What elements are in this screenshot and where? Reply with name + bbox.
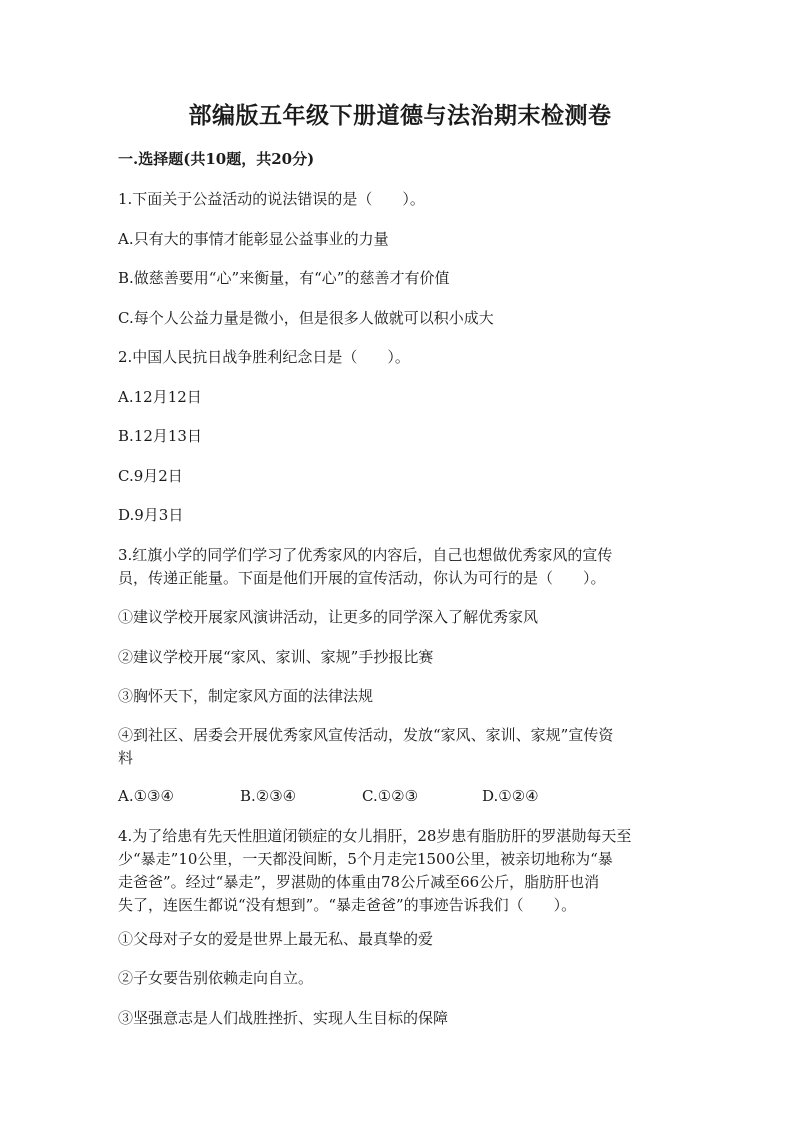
question-3-option-a: A.①③④: [118, 787, 174, 805]
question-2-option-a: A.12月12日: [118, 388, 202, 406]
question-3-option-c: C.①②③: [362, 787, 419, 805]
question-3-option-b: B.②③④: [240, 787, 297, 805]
page-title: 部编版五年级下册道德与法治期末检测卷: [188, 102, 612, 129]
question-3-item-3: ③胸怀天下，制定家风方面的法律法规: [118, 687, 374, 705]
question-4-item-2: ②子女要告别依赖走向自立。: [118, 969, 314, 987]
question-4-stem-line-1: 4.为了给患有先天性胆道闭锁症的女儿捐肝，28岁患有脂肪肝的罗湛勋每天至: [118, 827, 632, 845]
question-4-stem-line-2: 少“暴走”10公里，一天都没间断，5个月走完1500公里，被亲切地称为“暴: [118, 850, 613, 868]
question-2-option-b: B.12月13日: [118, 427, 202, 445]
section-heading: 一.选择题(共10题，共20分): [118, 150, 315, 168]
question-4-item-1: ①父母对子女的爱是世界上最无私、最真挚的爱: [118, 930, 434, 948]
question-3-stem-line-2: 员，传递正能量。下面是他们开展的宣传活动，你认为可行的是（ ）。: [118, 569, 606, 587]
question-1-option-b: B.做慈善要用“心”来衡量，有“心”的慈善才有价值: [118, 269, 450, 287]
question-4-stem-line-3: 走爸爸”。经过“暴走”，罗湛勋的体重由78公斤减至66公斤，脂肪肝也消: [118, 873, 600, 891]
question-3-item-4-line-2: 料: [118, 749, 134, 767]
question-2-option-c: C.9月2日: [118, 467, 183, 485]
question-1-stem: 1.下面关于公益活动的说法错误的是（ ）。: [118, 190, 425, 208]
question-3-stem-line-1: 3.红旗小学的同学们学习了优秀家风的内容后，自己也想做优秀家风的宣传: [118, 546, 613, 564]
question-1-option-c: C.每个人公益力量是微小，但是很多人做就可以积小成大: [118, 309, 494, 327]
question-3-option-d: D.①②④: [482, 787, 539, 805]
question-3-item-2: ②建议学校开展“家风、家训、家规”手抄报比赛: [118, 648, 434, 666]
question-1-option-a: A.只有大的事情才能彰显公益事业的力量: [118, 230, 389, 248]
question-2-option-d: D.9月3日: [118, 506, 184, 524]
question-4-item-3: ③坚强意志是人们战胜挫折、实现人生目标的保障: [118, 1009, 449, 1027]
question-4-stem-line-4: 失了，连医生都说“没有想到”。“暴走爸爸”的事迹告诉我们（ ）。: [118, 896, 577, 914]
question-3-item-4-line-1: ④到社区、居委会开展优秀家风宣传活动，发放“家风、家训、家规”宣传资: [118, 726, 614, 744]
question-3-item-1: ①建议学校开展家风演讲活动，让更多的同学深入了解优秀家风: [118, 608, 539, 626]
question-2-stem: 2.中国人民抗日战争胜利纪念日是（ ）。: [118, 348, 410, 366]
